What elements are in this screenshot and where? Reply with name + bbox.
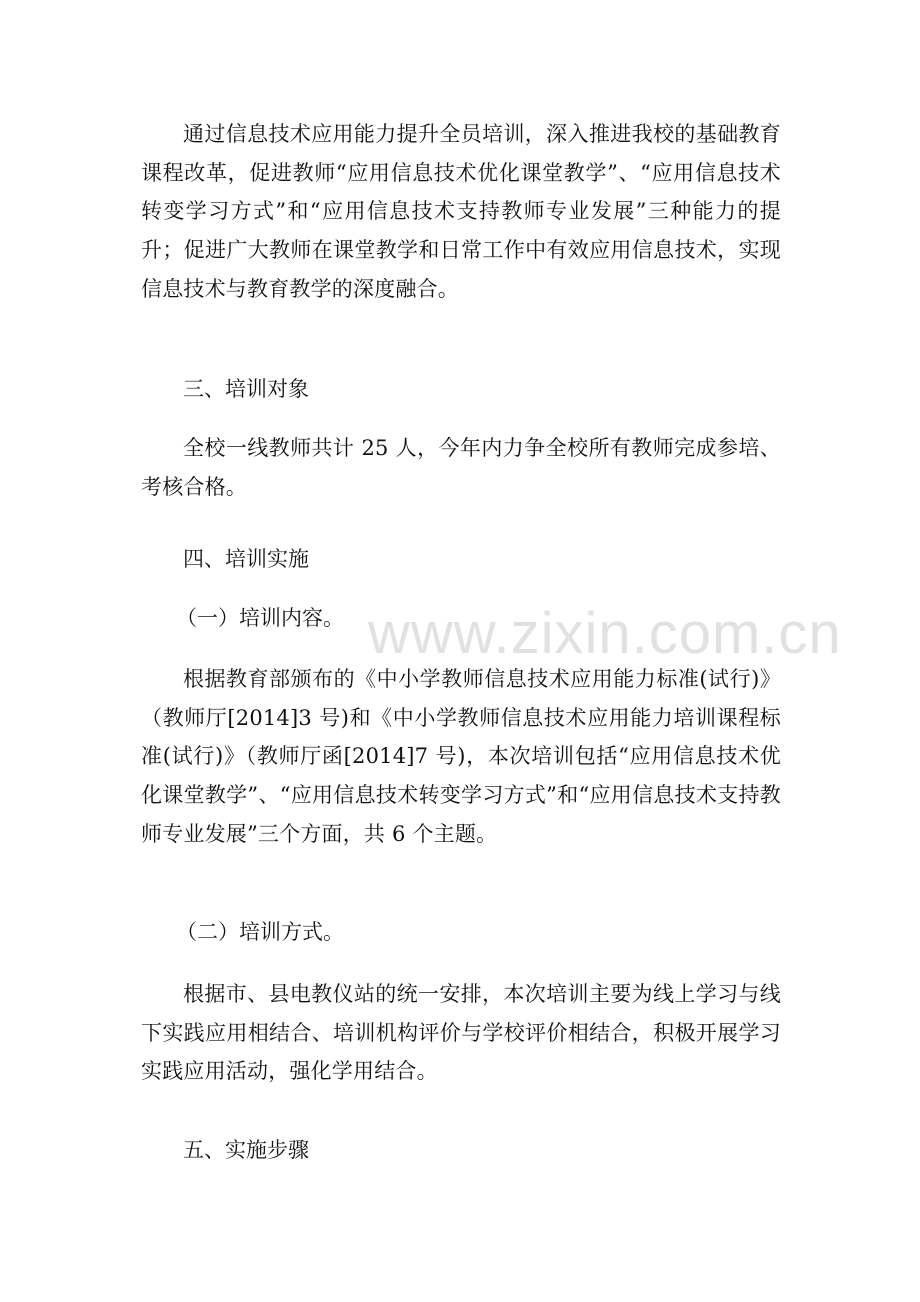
watermark-text: www.zixin.com.cn	[368, 601, 842, 666]
paragraph-training-goal: 通过信息技术应用能力提升全员培训，深入推进我校的基础教育课程改革，促进教师“应用信息技术优化课堂教学”、“应用信息技术转变学习方式”和“应用信息技术支持教师专业发展”三种能力的提升；促进广大教师在课堂教学和日常工作中有效应用信息技术，实现信息技术与教育教学的深度融合。	[141, 122, 781, 301]
section-heading-training-targets: 三、培训对象	[183, 377, 309, 401]
paragraph-training-targets: 全校一线教师共计 25 人，今年内力争全校所有教师完成参培、考核合格。	[141, 436, 781, 499]
section-heading-training-implementation: 四、培训实施	[183, 547, 309, 571]
subsection-heading-training-method: （二）培训方式。	[176, 920, 344, 944]
paragraph-training-content: 根据教育部颁布的《中小学教师信息技术应用能力标准(试行)》（教师厅[2014]3 号)和《中小学教师信息技术应用能力培训课程标准(试行)》（教师厅函[2014]7 号)，本次培训包括“应用信息技术优化课堂教学”、“应用信息技术转变学习方式”和“应用信息技术支持教师专业发展”三个方面，共 6 个主题。	[141, 667, 781, 846]
section-heading-implementation-steps: 五、实施步骤	[183, 1138, 309, 1162]
subsection-heading-training-content: （一）培训内容。	[176, 606, 344, 630]
paragraph-training-method: 根据市、县电教仪站的统一安排，本次培训主要为线上学习与线下实践应用相结合、培训机构评价与学校评价相结合，积极开展学习实践应用活动，强化学用结合。	[141, 982, 781, 1084]
